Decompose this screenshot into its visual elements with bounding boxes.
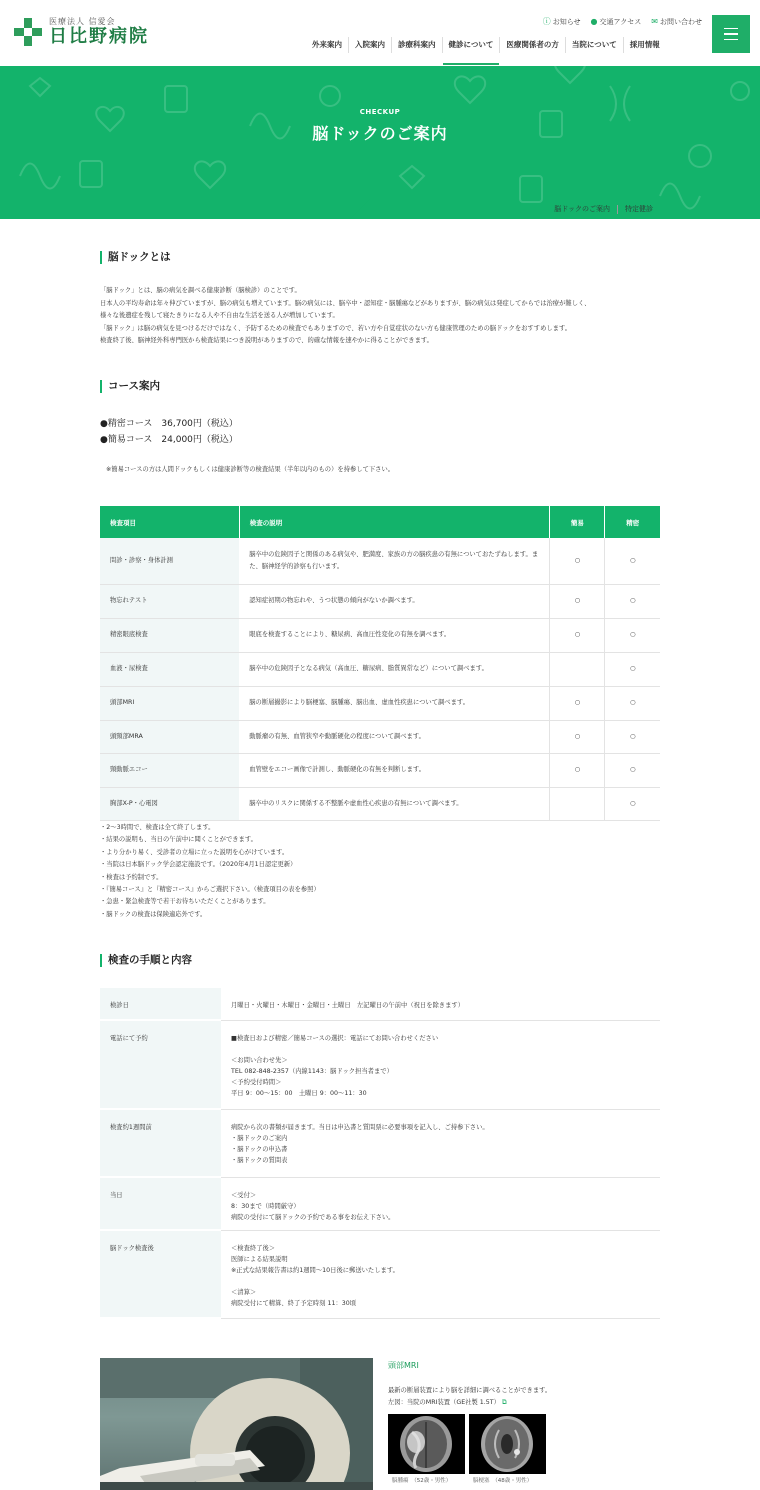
mri-machine-photo [100, 1358, 373, 1490]
list-item: ・より分かり易く、受診者の立場に立った説明を心がけています。 [100, 848, 289, 856]
brain-scan-tumor-image [388, 1414, 465, 1474]
table-row: 電話にて予約 ■検査日および精密／簡易コースの選択：電話にてお問い合わせください ＜お問い合わせ先＞ TEL 082-848-2357（内線1143：脳ドック担当者まで） ＜予約受付時間＞ 平日 9：00～15：00 土曜日 9：00～11：30 [100, 1020, 660, 1109]
table-row: 頭頸部MRA 動脈瘤の有無、血管狭窄や動脈硬化の程度について調べます。 ○ ○ [100, 720, 660, 753]
table-row: 検査約1週間前 病院から次の書類が届きます。当日は申込書と質問票に必要事項を記入し、ご持参下さい。 ・脳ドックのご案内 ・脳ドックの申込書 ・脳ドックの質問表 [100, 1109, 660, 1177]
utility-contact-link[interactable]: ✉ お問い合わせ [651, 17, 702, 26]
col-header-item: 検査項目 [100, 506, 239, 538]
about-text: 「脳ドック」とは、脳の病気を調べる健康診断（脳検診）のことです。 日本人の平均寿命は年々伸びていますが、脳の病気も増えています。脳の病気には、脳卒中・認知症・脳腫瘍などがありますが、脳の病気は発症してからでは治療が難しく、 様々な後遺症を残して寝たきりになる人や不自由な生活を送る人が増加しています。 「脳ドック」は脳の病気を見つけるだけではなく、予防するための検査でもありますので、若い方や自覚症状のない方も健康管理のための脳ドックをおすすめします。 検査終了後、脳神経外科専門医から検査結果につき説明がありますので、的確な情報を速やかに得ることができます。 [100, 287, 591, 344]
external-link-icon[interactable]: ⧉ [501, 1399, 507, 1406]
list-item: ・当院は日本脳ドック学会認定施設です。（2020年4月1日認定更新） [100, 861, 297, 869]
list-item: ・『簡易コース』と『精密コース』からご選択下さい。（検査項目の表を参照） [100, 886, 320, 894]
section-title-about: 脳ドックとは [100, 251, 171, 264]
col-header-detail: 精密 [605, 506, 660, 538]
list-item: ・急患・緊急検査等で若干お待ちいただくことがあります。 [100, 898, 270, 906]
nav-outpatient[interactable]: 外来案内 [312, 40, 342, 49]
course-note: ※簡易コースの方は人間ドックもしくは健康診断等の検査結果（半年以内のもの）を持参して下さい。 [106, 466, 395, 473]
list-item: ・検査は予約制です。 [100, 873, 163, 881]
col-header-simple: 簡易 [550, 506, 605, 538]
utility-news-link[interactable]: ⓘ お知らせ [542, 17, 581, 26]
mri-device-caption: 左図：当院のMRI装置（GE社製 1.5T） ⧉ [388, 1399, 507, 1406]
table-header-row [100, 506, 660, 538]
course-detail-price: ●精密コース 36,700円（税込） [100, 419, 238, 429]
map-pin-icon: ● [590, 17, 598, 26]
course-list [100, 416, 238, 448]
logo-name: 日比野病院 [49, 26, 149, 47]
exam-items-table [100, 506, 660, 821]
info-icon: ⓘ [542, 17, 551, 26]
nav-recruit[interactable]: 採用情報 [623, 37, 666, 53]
brain-scan-infarction-image [469, 1414, 546, 1474]
site-header [0, 0, 760, 66]
utility-access-link[interactable]: ● 交通アクセス [590, 17, 642, 26]
mri-title: 頭部MRI [388, 1361, 419, 1370]
utility-links [543, 16, 702, 27]
table-row: 頭部MRI 脳の断層撮影により脳梗塞、脳腫瘍、脳出血、虚血性疾患について調べます。 ○ ○ [100, 686, 660, 720]
breadcrumb-item-specific-checkup[interactable]: 特定健診 [617, 205, 660, 214]
table-row: 検診日 月曜日・火曜日・木曜日・金曜日・土曜日 左記曜日の午前中（祝日を除きます） [100, 988, 660, 1020]
cross-logo-icon [14, 18, 42, 46]
list-item: ・結果の説明も、当日の午前中に聞くことができます。 [100, 836, 257, 844]
global-nav [306, 37, 666, 53]
course-simple-price: ●簡易コース 24,000円（税込） [100, 435, 238, 445]
section-title-course: コース案内 [100, 380, 160, 393]
table-row: 頸動脈エコー 血管壁をエコー画像で計測し、動脈硬化の有無を判断します。 ○ ○ [100, 753, 660, 787]
hamburger-menu-button[interactable] [712, 15, 750, 53]
scan-caption-tumor: 脳腫瘍 （52歳・男性） [392, 1478, 452, 1484]
table-row: 精密眼底検査 眼底を検査することにより、糖尿病、高血圧性変化の有無を調べます。 ○ ○ [100, 618, 660, 652]
mri-description: 最新の断層装置により脳を詳細に調べることができます。 左図：当院のMRI装置（GE社製 1.5T） ⧉ [388, 1385, 551, 1409]
procedure-table [100, 988, 660, 1319]
exam-notes-list [100, 822, 320, 921]
table-row: 脳ドック検査後 ＜検査終了後＞ 医師による結果説明 ※正式な結果報告書は約1週間～10日後に郵送いたします。 ＜清算＞ 病院受付にて精算、終了予定時刻 11：30頃 [100, 1230, 660, 1318]
nav-about[interactable]: 当院について [565, 37, 623, 53]
list-item: ・脳ドックの検査は保険適応外です。 [100, 910, 207, 918]
table-row: 問診・診察・身体計測 脳卒中の危険因子と関係のある病気や、肥満度、家族の方の脳疾患の有無についておたずねします。また、脳神経学的診察も行います。 ○ ○ [100, 538, 660, 584]
hero-english-title: CHECKUP [359, 108, 401, 116]
page-hero [0, 66, 760, 219]
scan-caption-infarction: 脳梗塞 （48歳・男性） [473, 1478, 533, 1484]
breadcrumb [547, 205, 660, 214]
list-item: ・2～3時間で、検査は全て終了します。 [100, 824, 215, 831]
section-title-procedure: 検査の手順と内容 [100, 954, 192, 967]
breadcrumb-item-brain-dock[interactable]: 脳ドックのご案内 [554, 205, 610, 213]
nav-checkup[interactable]: 健診について [442, 37, 500, 53]
table-row: 当日 ＜受付＞ 8：30まで（時間厳守） 病院の受付にて脳ドックの予約である事をお伝え下さい。 [100, 1177, 660, 1230]
nav-medical-professionals[interactable]: 医療関係者の方 [499, 37, 565, 53]
nav-inpatient[interactable]: 入院案内 [348, 37, 391, 53]
mri-machine-icon [100, 1358, 373, 1490]
table-row: 胸部X-P・心電図 脳卒中のリスクに関係する不整脈や虚血性心疾患の有無について調べます。 ○ [100, 787, 660, 820]
mail-icon: ✉ [651, 17, 658, 26]
nav-departments[interactable]: 診療科案内 [391, 37, 442, 53]
table-row: 血液・尿検査 脳卒中の危険因子となる病気（高血圧、糖尿病、脂質異常など）について調べます。 ○ [100, 652, 660, 686]
logo-subtitle: 医療法人 信愛会 [49, 17, 116, 26]
hamburger-icon [724, 28, 738, 30]
site-logo[interactable] [14, 17, 149, 47]
table-row: 物忘れテスト 認知症初期の物忘れや、うつ状態の傾向がないか調べます。 ○ ○ [100, 584, 660, 618]
col-header-desc: 検査の説明 [239, 506, 550, 538]
page-title: 脳ドックのご案内 [312, 124, 448, 143]
